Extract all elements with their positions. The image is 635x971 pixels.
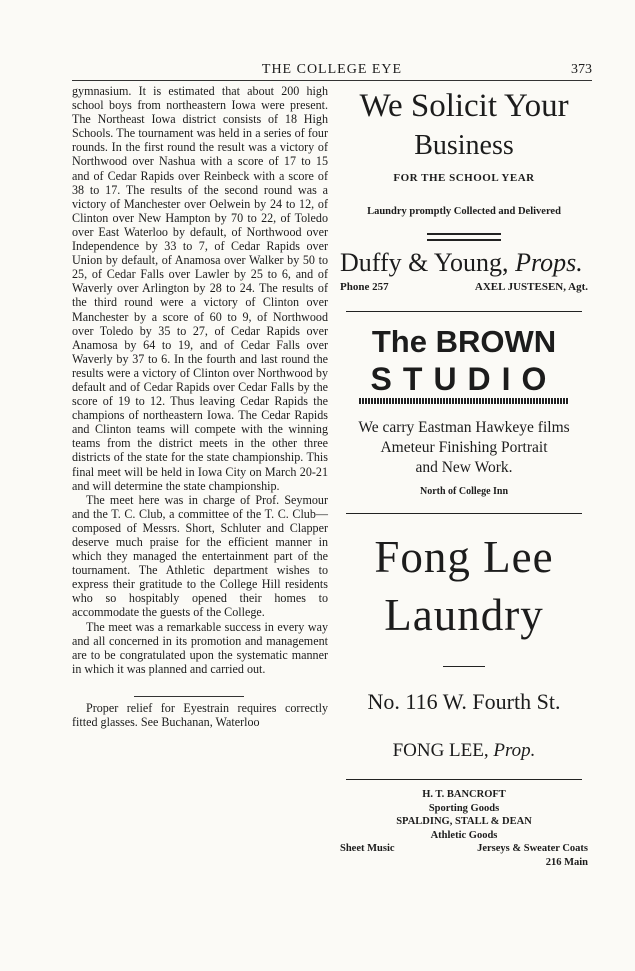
laundry-contact [338,281,590,293]
fong-lee-proprietor [338,739,590,763]
proprietor-name: FONG LEE, [392,740,489,761]
laundry-business: Business [414,130,514,161]
bancroft-athletic: Athletic Goods [430,829,498,841]
studio-finishing-line: Ameteur Finishing Portrait [380,439,548,456]
laundry-headline: We Solicit Your [359,88,569,124]
laundry-firm [338,247,590,279]
eyestrain-note: Proper relief for Eyestrain requires correctly fitted glasses. See Buchanan, Waterloo [72,700,328,730]
ad-divider [346,779,582,780]
page-header [72,60,592,82]
page-number: 373 [571,62,592,77]
advertisement-column [338,84,590,869]
bancroft-address-row [338,856,590,870]
studio-new-work-line: and New Work. [415,459,513,476]
bancroft-goods-row [338,842,590,856]
bancroft-jerseys: Jerseys & Sweater Coats [477,843,588,854]
studio-name: The BROWN [371,324,557,359]
studio-film-line: We carry Eastman Hawkeye films [358,419,570,436]
article-paragraph: The meet was a remarkable success in every way and all concerned in its promotion and management are to be congratulated upon the systematic manner in which it was planned and carried out. [72,619,328,676]
fong-lee-address: No. 116 W. Fourth St. [367,689,561,714]
hatched-rule [359,398,569,404]
article-paragraph: gymnasium. It is estimated that about 200 high school boys from northeastern Iowa were present. The Northeast Iowa district consists of 18 High Schools. The tournament was held in a series of four rounds. In the first round the result was a victory of Northwood over Nashua with a score of 17 to 15 and of Cedar Rapids over Reinbeck with a score of 38 to 17. The results of the second round was a victory of Manchester over Oelwein by 24 to 12, of Clinton over New Hampton by 70 to 22, of Toledo over East Waterloo by default, of Northwood over Independence by 33 to 7, of Cedar Rapids over Union by default, of Anamosa over Walker by 50 to 25, of Cedar Falls over Lawler by 25 to 6, and of Waverly over Arlington by 28 to 24. The results of the third round were a victory of Clinton over Manchester by a score of 60 to 9, of Northwood over Toledo by 35 to 27, of Cedar Rapids over Anamosa by 64 to 19, and of Cedar Falls over Waverly by 37 to 6. In the fourth and last round the results were a victory of Clinton over Northwood by default and of Cedar Rapids over Cedar Falls by the score of 19 to 12. Thus leaving Cedar Rapids the champions of northeastern Iowa. The Cedar Rapids and Clinton teams will compete with the winning teams from the district meets in the other three districts of the state for the state championship. This final meet will be held in Iowa City on March 20-21 and will determine the state championship. [72,84,328,493]
short-rule [443,666,485,667]
phone-number: Phone 257 [340,281,389,293]
header-rule [72,80,592,81]
section-rule [134,696,244,697]
proprietor-prop: Prop. [493,740,536,761]
fong-lee-laundry: Laundry [384,590,544,640]
running-title: THE COLLEGE EYE [261,62,403,77]
studio-location: North of College Inn [419,486,509,497]
ad-divider [346,311,582,312]
studio-word: STUDIO [370,361,558,397]
article-column [72,84,328,729]
bancroft-name: H. T. BANCROFT [422,789,506,800]
double-rule [427,233,501,241]
bancroft-sporting: Sporting Goods [428,802,500,814]
article-paragraph: The meet here was in charge of Prof. Seymour and the T. C. Club, a committee of the T. C. Club—composed of Messrs. Short, Schluter and Clapper deserve much praise for the efficient manner in which they managed the entertainment part of the tournament. The Athletic department wishes to express their gratitude to the College Hill residents who so hospitably opened their homes to accommodate the guests of the College. [72,492,328,620]
ad-divider [346,513,582,514]
laundry-tagline: FOR THE SCHOOL YEAR [393,172,535,184]
bancroft-address: 216 Main [545,856,588,868]
bancroft-sheet-music: Sheet Music [340,843,395,854]
firm-props: Props. [515,248,583,277]
bancroft-brands: SPALDING, STALL & DEAN [396,816,532,827]
firm-name: Duffy & Young, [340,248,509,277]
agent-name: AXEL JUSTESEN, Agt. [474,281,588,293]
laundry-service: Laundry promptly Collected and Delivered [367,206,561,217]
fong-lee-name: Fong Lee [374,532,554,582]
